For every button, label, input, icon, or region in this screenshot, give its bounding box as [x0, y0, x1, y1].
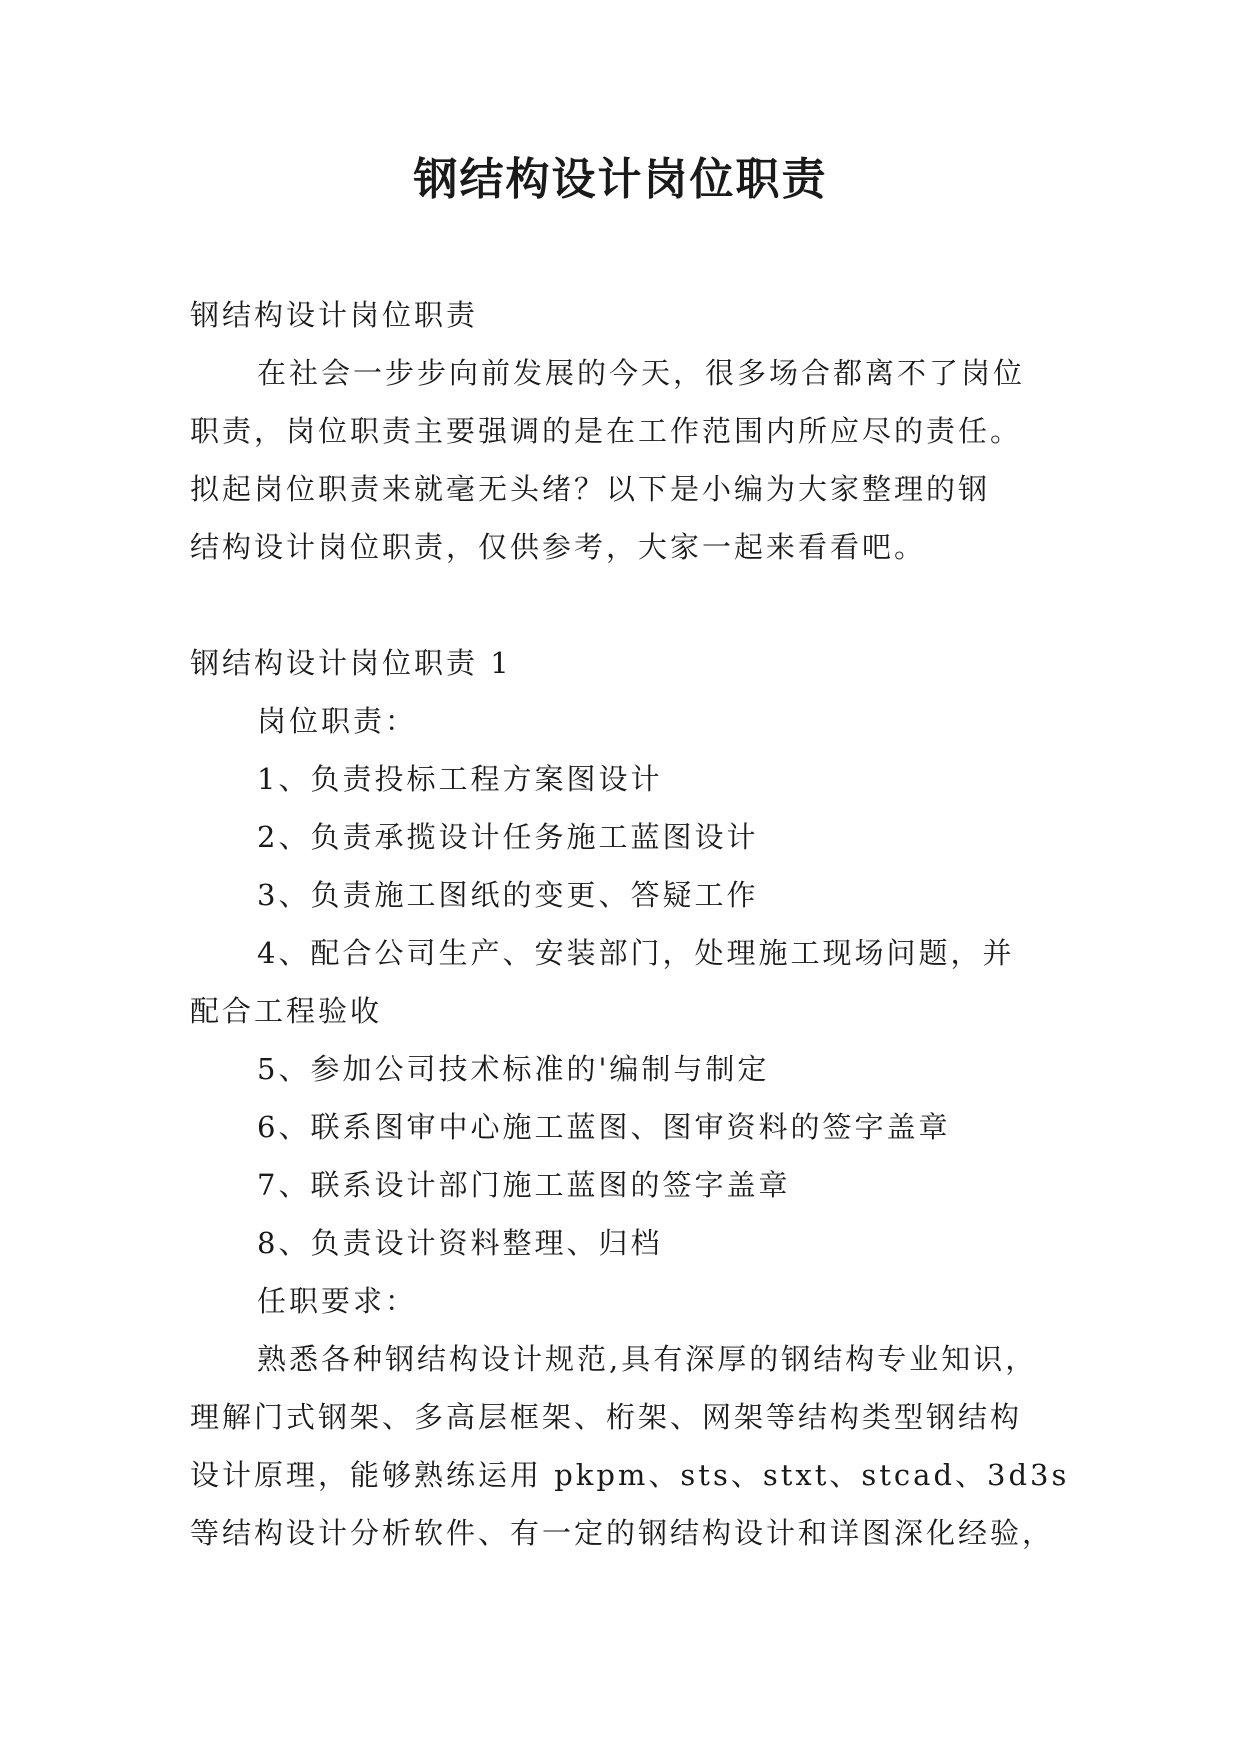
requirements-paragraph-line: 设计原理，能够熟练运用 pkpm、sts、stxt、stcad、3d3s: [190, 1458, 1070, 1492]
intro-paragraph-line: 职责，岗位职责主要强调的是在工作范围内所应尽的责任。: [190, 414, 1023, 448]
duty-item: 5、参加公司技术标准的'编制与制定: [257, 1052, 770, 1086]
paragraph-spacer: [190, 576, 1060, 634]
duty-item-continuation: 配合工程验收: [190, 994, 383, 1028]
intro-paragraph-line: 在社会一步步向前发展的今天，很多场合都离不了岗位: [257, 356, 1026, 390]
duty-item: 7、联系设计部门施工蓝图的签字盖章: [257, 1168, 791, 1202]
requirements-paragraph-line: 理解门式钢架、多高层框架、桁架、网架等结构类型钢结构: [190, 1400, 1023, 1434]
requirements-paragraph-line: 熟悉各种钢结构设计规范,具有深厚的钢结构专业知识，: [257, 1342, 1038, 1376]
duty-item: 1、负责投标工程方案图设计: [257, 762, 663, 796]
document-title: 钢结构设计岗位职责: [413, 154, 828, 205]
requirements-paragraph-line: 等结构设计分析软件、有一定的钢结构设计和详图深化经验，: [190, 1516, 1055, 1550]
duty-item: 2、负责承揽设计任务施工蓝图设计: [257, 820, 759, 854]
document-body: [190, 286, 1070, 1562]
duty-item: 3、负责施工图纸的变更、答疑工作: [257, 878, 759, 912]
duty-item: 4、配合公司生产、安装部门，处理施工现场问题，并: [257, 936, 1015, 970]
intro-heading: 钢结构设计岗位职责: [190, 298, 479, 332]
intro-paragraph-line: 拟起岗位职责来就毫无头绪？以下是小编为大家整理的钢: [190, 472, 991, 506]
duties-label: 岗位职责：: [257, 704, 418, 738]
requirements-label: 任职要求：: [257, 1284, 418, 1318]
section-heading: 钢结构设计岗位职责 1: [190, 646, 512, 680]
duty-item: 8、负责设计资料整理、归档: [257, 1226, 663, 1260]
duty-item: 6、联系图审中心施工蓝图、图审资料的签字盖章: [257, 1110, 951, 1144]
intro-paragraph-line: 结构设计岗位职责，仅供参考，大家一起来看看吧。: [190, 530, 927, 564]
